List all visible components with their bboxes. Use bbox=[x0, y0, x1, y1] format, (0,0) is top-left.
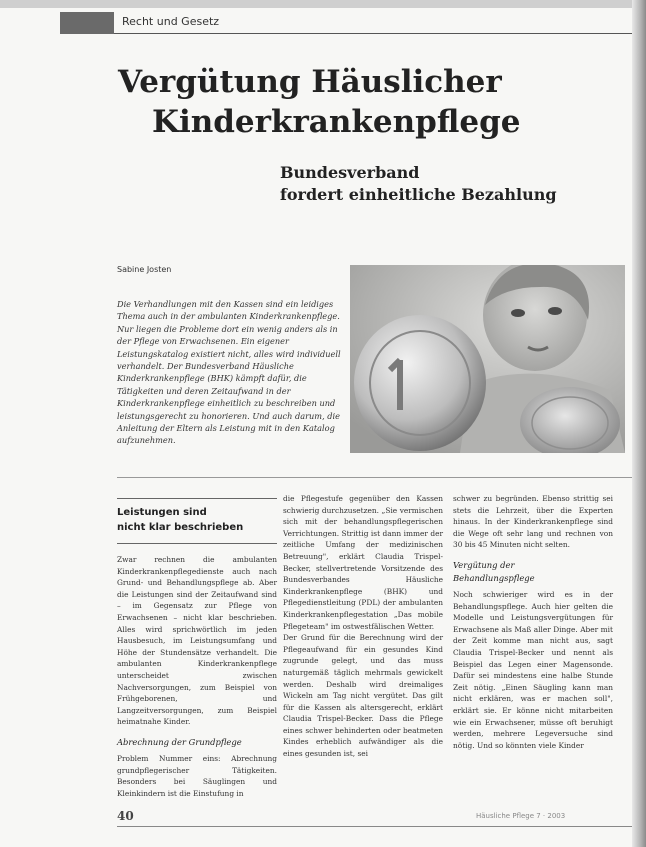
scan-top-edge bbox=[0, 0, 646, 8]
title-line-2: Kinderkrankenpflege bbox=[152, 104, 521, 140]
column-3-paragraph-2: Noch schwieriger wird es in der Behandlungspflege. Auch hier gelten die Modelle und Leistungsvergütungen für Erwachsene als Maß aller Dinge. Aber mit der Zeit komme man nicht aus, sagt Claudia Trispel-Becker und nennt als Beispiel das Legen einer Magensonde. Dafür sei mindestens eine halbe Stunde Zeit nötig. „Einen Säugling kann man nicht erklären, was er machen soll", erklärt sie. Er könne nicht mitarbeiten wie ein Erwachsener, müsse oft beruhigt werden, mehrere Legeversuche sind nötig. Und so könnten viele Kinder bbox=[453, 589, 613, 750]
column-1-paragraph-2: Problem Nummer eins: Abrechnung grundpflegerischer Tätigkeiten. Besonders bei Säuglingen und Kleinkindern ist die Einstufung in bbox=[117, 753, 277, 798]
footer-rule bbox=[117, 826, 637, 827]
box-heading-line-2: nicht klar beschrieben bbox=[117, 522, 244, 533]
column-2 bbox=[283, 493, 443, 760]
binder-edge bbox=[632, 0, 646, 847]
author-name: Sabine Josten bbox=[117, 265, 172, 274]
column-1-paragraph-1: Zwar rechnen die ambulanten Kinderkrankenpflegedienste auch nach Grund- und Behandlungspflege ab. Aber die Leistungen sind der Zeitaufwand sind – im Gegensatz zur Pflege von Erwachsenen – nicht klar beschrieben. Alles wird sprichwörtlich im jeden Hausbesuch, im Leistungsumfang und Höhe der Stundensätze verhandelt. Die ambulanten Kinderkrankenpflege unterscheidet zwischen Nachversorgungen, zum Beispiel von Frühgeborenen, und Langzeitversorgungen, zum Beispiel heimatnahe Kinder. bbox=[117, 555, 277, 727]
subtitle-line-2: fordert einheitliche Bezahlung bbox=[280, 185, 557, 204]
article-subtitle bbox=[280, 162, 600, 206]
title-line-1: Vergütung Häuslicher bbox=[118, 64, 502, 100]
box-heading-line-1: Leistungen sind bbox=[117, 507, 207, 518]
subtitle-line-1: Bundesverband bbox=[280, 163, 420, 182]
divider-rule bbox=[117, 477, 637, 478]
article-title bbox=[118, 62, 538, 142]
box-heading bbox=[117, 498, 277, 544]
child-euro-coin-photo bbox=[350, 265, 625, 453]
column-3-subheading bbox=[453, 559, 613, 585]
column-3-paragraph-1: schwer zu begründen. Ebenso strittig sei stets die Lehrzeit, über die Experten hinaus. In der Kinderkrankenpflege sind die Wege oft sehr lang und rechnen von 30 bis 45 Minuten nicht selten. bbox=[453, 494, 613, 550]
column-3-subheading-line-2: Behandlungspflege bbox=[453, 572, 535, 583]
column-3 bbox=[453, 493, 613, 751]
intro-paragraph: Die Verhandlungen mit den Kassen sind ein leidiges Thema auch in der ambulanten Kinderkrankenpflege. Nur liegen die Probleme dort ein wenig anders als in der Pflege von Erwachsenen. Ein eigener Leistungskatalog existiert nicht, alles wird individuell verhandelt. Der Bundesverband Häusliche Kinderkrankenpflege (BHK) kämpft dafür, die Tätigkeiten und deren Zeitaufwand in der Kinderkrankenpflege einheitlich zu beschreiben und leistungsgerecht zu honorieren. Und auch darum, die Anleitung der Eltern als Leistung mit in den Katalog aufzunehmen. bbox=[117, 299, 341, 446]
column-3-subheading-line-1: Vergütung der bbox=[453, 559, 515, 570]
section-tab bbox=[60, 12, 114, 34]
column-1-subheading: Abrechnung der Grundpflege bbox=[117, 736, 242, 747]
footer-source: Häusliche Pflege 7 · 2003 bbox=[476, 812, 566, 820]
section-rule bbox=[114, 33, 634, 34]
column-2-paragraph-2: Der Grund für die Berechnung wird der Pflegeaufwand für ein gesundes Kind zugrunde gelegt, und das muss naturgemäß täglich mehrmals gewickelt werden. Deshalb wird dreimaliges Wickeln am Tag nicht vergütet. Das gilt für die Kassen als altersgerecht, erklärt Claudia Trispel-Becker. Dass die Pflege eines schwer behinderten oder beatmeten Kindes erheblich aufwändiger als die eines gesunden ist, sei bbox=[283, 633, 443, 759]
photo-illustration bbox=[350, 265, 625, 453]
column-2-paragraph-1: die Pflegestufe gegenüber den Kassen schwierig durchzusetzen. „Sie vermischen sich mit der behandlungspflegerischen Verrichtungen. Strittig ist dann immer der zeitliche Umfang der medizinischen Betreuung", erklärt Claudia Trispel-Becker, stellvertretende Vorsitzende des Bundesverbandes Häusliche Kinderkrankenpflege (BHK) und Pflegedienstleitung (PDL) der ambulanten Kinderkrankenpflegestation „Das mobile Pflegeteam" im ostwestfälischen Wetter. bbox=[283, 494, 443, 631]
section-heading: Recht und Gesetz bbox=[122, 15, 220, 28]
column-1 bbox=[117, 498, 277, 799]
page-number: 40 bbox=[117, 809, 134, 823]
